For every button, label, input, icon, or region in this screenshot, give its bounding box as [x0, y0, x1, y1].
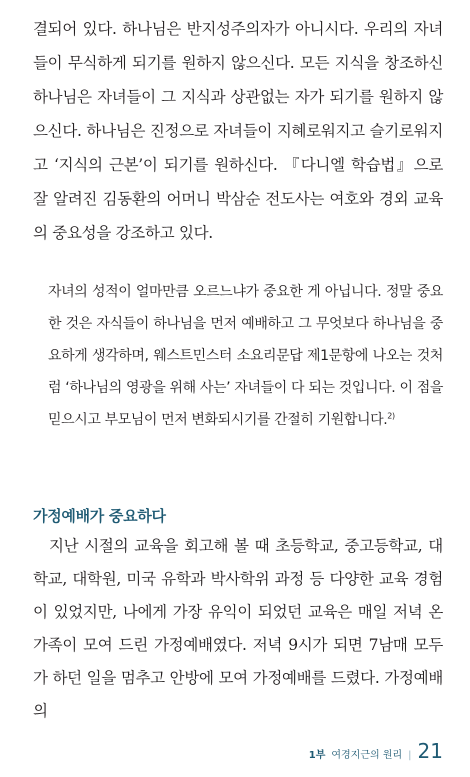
page-number: 21 — [417, 739, 443, 763]
section-heading: 가정예배가 중요하다 — [33, 507, 166, 525]
block-quote — [48, 276, 443, 436]
footer-chapter-title: 여경지근의 원리 — [331, 750, 403, 761]
body-paragraph-1: 결되어 있다. 하나님은 반지성주의자가 아니시다. 우리의 자녀들이 무식하게 되기를 원하지 않으신다. 모든 지식을 창조하신 하나님은 자녀들이 그 지식과 상관없는 자가 되기를 원하지 않으신다. 하나님은 진정으로 자녀들이 지혜로워지고 슬기로워지고 ‘지식의 근본’이 되기를 원하신다. 『다니엘 학습법』으로 잘 알려진 김동환의 어머니 박삼순 전도사는 여호와 경외 교육의 중요성을 강조하고 있다. — [33, 20, 443, 242]
page-footer — [309, 739, 443, 763]
quote-text: 자녀의 성적이 얼마만큼 오르느냐가 중요한 게 아닙니다. 정말 중요한 것은 자식들이 하나님을 먼저 예배하고 그 무엇보다 하나님을 중요하게 생각하며, 웨스트민스터 소요리문답 제1문항에 나오는 것처럼 ‘하나님의 영광을 위해 사는’ 자녀들이 다 되는 것입니다. 이 점을 믿으시고 부모님이 먼저 변화되시기를 간절히 기원합니다. — [48, 284, 443, 428]
footer-part-label: 1부 — [308, 750, 326, 761]
body-paragraph-2: 지난 시절의 교육을 회고해 볼 때 초등학교, 중고등학교, 대학교, 대학원, 미국 유학과 박사학위 과정 등 다양한 교육 경험이 있었지만, 나에게 가장 유익이 되었던 교육은 매일 저녁 온 가족이 모여 드린 가정예배였다. 저녁 9시가 되면 7남매 모두가 하던 일을 멈추고 안방에 모여 가정예배를 드렸다. 가정예배의 — [33, 537, 443, 720]
footnote-marker: 2) — [387, 411, 395, 421]
footer-separator: | — [408, 750, 412, 761]
